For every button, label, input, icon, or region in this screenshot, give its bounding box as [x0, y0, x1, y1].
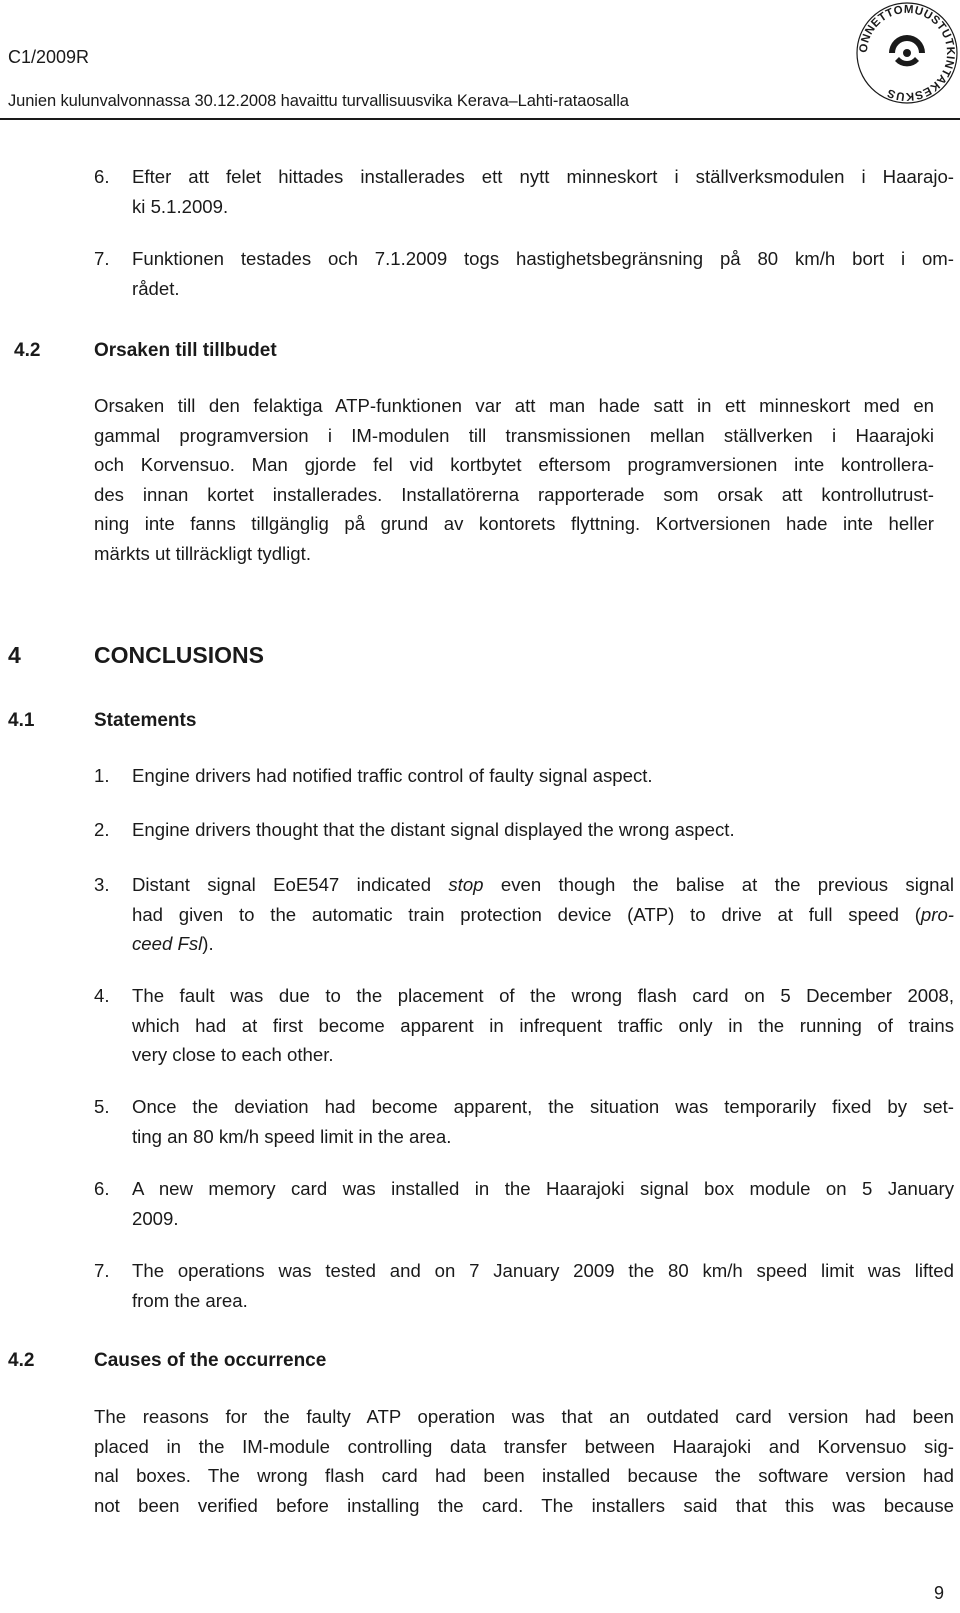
statement-number-7: 7.: [94, 1260, 110, 1281]
statement-item-5: Once the deviation had become apparent, the situation was temporarily fixed by set- ting an 80 km/h speed limit in the area.: [132, 1096, 954, 1147]
statement-item-4: The fault was due to the placement of the wrong flash card on 5 December 2008, which had at first become apparent in infrequent traffic only in the running of trains very close to each other.: [132, 985, 954, 1065]
statement-item-1: Engine drivers had notified traffic control of faulty signal aspect.: [132, 765, 653, 786]
section-sv-paragraph: Orsaken till den felaktiga ATP-funktionen var att man hade satt in ett minneskort med en gammal programversion i IM-modulen till transmissionen mellan ställverken i Haarajoki och Korvensuo. Man gjorde fel vid kortbytet eftersom programversionen inte kontrollera- des innan kortet installerades. Installatörerna rapporterade som orsak att kontrollutrust- ning inte fanns tillgänglig på grund av kontorets flyttning. Kortversionen hade inte heller märkts ut tillräckligt tydligt.: [94, 395, 934, 564]
sv-list-number-6: 6.: [94, 166, 110, 187]
statement-item-2: Engine drivers thought that the distant signal displayed the wrong aspect.: [132, 819, 735, 840]
page-number: 9: [934, 1583, 945, 1603]
sv-list-number-7: 7.: [94, 248, 110, 269]
section-sv-number: 4.2: [14, 340, 41, 361]
statement-item-6: A new memory card was installed in the Haarajoki signal box module on 5 January 2009.: [132, 1178, 954, 1229]
causes-number: 4.2: [8, 1350, 35, 1371]
agency-seal-logo: [854, 0, 960, 106]
statements-number: 4.1: [8, 710, 35, 731]
statement-number-6: 6.: [94, 1178, 110, 1199]
running-header-title: Junien kulunvalvonnassa 30.12.2008 havaittu turvallisuusvika Kerava–Lahti-rataosalla: [8, 92, 629, 110]
chapter-title: CONCLUSIONS: [94, 642, 264, 668]
sv-list-item-7: Funktionen testades och 7.1.2009 togs hastighetsbegränsning på 80 km/h bort i om- rådet.: [132, 248, 954, 299]
statements-title: Statements: [94, 710, 197, 731]
statement-item-7: The operations was tested and on 7 January 2009 the 80 km/h speed limit was lifted from the area.: [132, 1260, 954, 1311]
statement-number-1: 1.: [94, 765, 110, 786]
statement-number-3: 3.: [94, 874, 110, 895]
header-rule: [0, 118, 960, 120]
causes-title: Causes of the occurrence: [94, 1350, 327, 1371]
statement-number-2: 2.: [94, 819, 110, 840]
report-code: C1/2009R: [8, 47, 90, 67]
statement-number-5: 5.: [94, 1096, 110, 1117]
svg-text:ONNETTOMUUSTUTKINTAKESKUS: ONNETTOMUUSTUTKINTAKESKUS: [857, 3, 957, 103]
causes-paragraph: The reasons for the faulty ATP operation was that an outdated card version had been placed in the IM-module controlling data transfer between Haarajoki and Korvensuo sig- nal boxes. The wrong flash card had been installed because the software version had not been verified before installing the card. The installers said that this was because: [94, 1406, 954, 1516]
statement-number-4: 4.: [94, 985, 110, 1006]
statement-item-3: Distant signal EoE547 indicated stop even though the balise at the previous signal had given to the automatic train protection device (ATP) to drive at full speed (pro- ceed Fsl).: [132, 874, 954, 954]
chapter-number: 4: [8, 642, 21, 668]
sv-list-item-6: Efter att felet hittades installerades ett nytt minneskort i ställverksmodulen i Haarajo- ki 5.1.2009.: [132, 166, 954, 217]
section-sv-title: Orsaken till tillbudet: [94, 340, 277, 361]
